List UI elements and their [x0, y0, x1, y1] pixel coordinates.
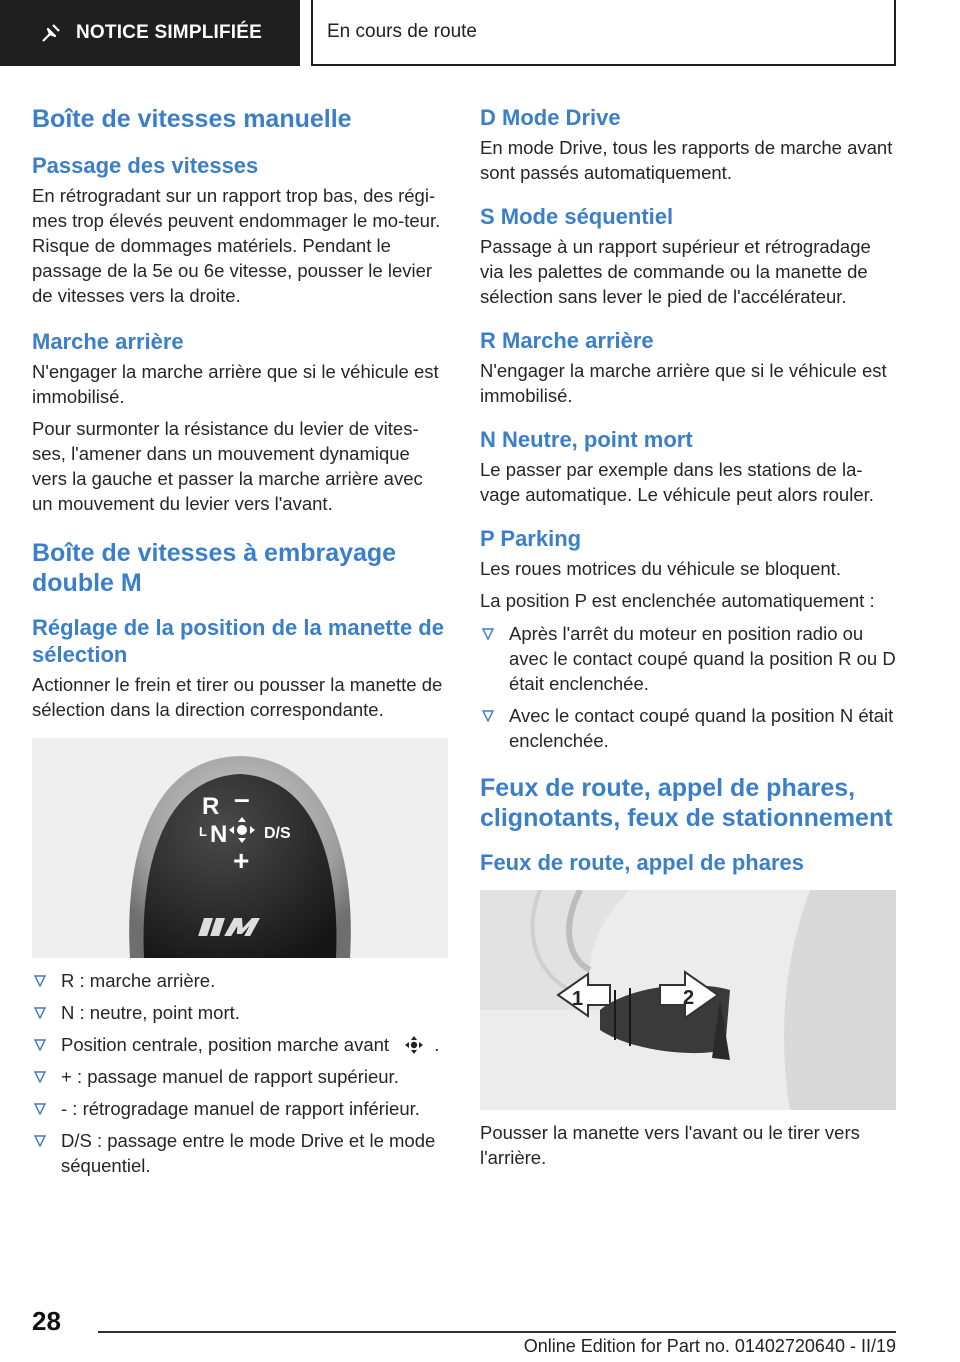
knob-label-r: R — [202, 793, 220, 820]
text-reverse-2: Pour surmonter la résistance du levier de vites-ses, l'amener dans un mouvement dynamique vers la gauche et passer la marche arrière avec un mouvement du levier vers l'avant. — [32, 418, 423, 514]
gear-positions-list — [32, 968, 448, 1178]
quick-guide-tab[interactable] — [0, 0, 300, 66]
triangle-bullet-icon — [482, 710, 494, 722]
triangle-bullet-icon — [34, 1007, 46, 1019]
triangle-bullet-icon — [482, 628, 494, 640]
list-item: Avec le contact coupé quand la position N était enclenchée. — [480, 703, 896, 753]
triangle-bullet-icon — [34, 1039, 46, 1051]
knob-label-ds: D/S — [264, 825, 291, 842]
text-selector-lever: Actionner le frein et tirer ou pousser la manette de sélection dans la direction correspondante. — [32, 674, 443, 720]
heading-dct: Boîte de vitesses à embrayage double M — [32, 539, 397, 597]
list-item: D/S : passage entre le mode Drive et le mode séquentiel. — [32, 1128, 448, 1178]
page-footer — [0, 1300, 960, 1362]
text-shifting: En rétrogradant sur un rapport trop bas, des régi-mes trop élevés peuvent endommager le mo-teur. Risque de dommages matériels. Pendant le passage de la 5e ou 6e vitesse, pousser le levier de vitesses vers la droite. — [32, 185, 441, 306]
light-stalk-illustration — [480, 890, 896, 1110]
triangle-bullet-icon — [34, 975, 46, 987]
edition-note: Online Edition for Part no. 01402720640 - II/19 — [523, 1336, 896, 1356]
text-high-beam: Pousser la manette vers l'avant ou le tirer vers l'arrière. — [480, 1122, 860, 1168]
list-item: N : neutre, point mort. — [32, 1000, 448, 1025]
triangle-bullet-icon — [34, 1103, 46, 1115]
triangle-bullet-icon — [34, 1071, 46, 1083]
gear-selector-illustration — [32, 738, 448, 958]
page-header — [0, 0, 960, 66]
heading-shifting: Passage des vitesses — [32, 153, 259, 178]
list-item: + : passage manuel de rapport supérieur. — [32, 1064, 448, 1089]
heading-reverse-gear: Marche arrière — [32, 329, 184, 354]
knob-label-minus: – — [234, 783, 250, 814]
quick-guide-label: NOTICE SIMPLIFIÉE — [76, 22, 263, 43]
arrow-push-label: 2 — [683, 987, 695, 1009]
heading-reverse: R Marche arrière — [480, 328, 654, 353]
arrow-pull-label: 1 — [572, 988, 584, 1010]
right-column — [480, 100, 896, 1177]
list-item: Position centrale, position marche avant . — [32, 1032, 448, 1057]
text-drive-mode: En mode Drive, tous les rapports de marche avant sont passés automatiquement. — [480, 137, 893, 183]
heading-manual-gearbox: Boîte de vitesses manuelle — [32, 105, 352, 133]
list-item: Après l'arrêt du moteur en position radio ou avec le contact coupé quand la position R ou D était enclenchée. — [480, 621, 896, 696]
parking-conditions-list — [480, 621, 896, 753]
heading-selector-lever: Réglage de la position de la manette de sélection — [32, 615, 444, 667]
knob-label-l: L — [199, 824, 207, 839]
triangle-bullet-icon — [34, 1135, 46, 1147]
text-reverse: N'engager la marche arrière que si le véhicule est immobilisé. — [480, 360, 887, 406]
knob-label-n: N — [210, 821, 228, 848]
knob-label-plus: + — [233, 845, 250, 876]
heading-parking: P Parking — [480, 526, 582, 551]
heading-neutral: N Neutre, point mort — [480, 427, 693, 452]
page-number: 28 — [32, 1306, 61, 1336]
heading-drive-mode: D Mode Drive — [480, 105, 621, 130]
heading-sequential-mode: S Mode séquentiel — [480, 204, 674, 229]
list-item: R : marche arrière. — [32, 968, 448, 993]
heading-lights: Feux de route, appel de phares, clignotants, feux de stationnement — [480, 774, 893, 832]
quick-guide-icon — [40, 22, 62, 44]
left-column — [32, 100, 448, 1185]
gear-selector-figure — [32, 738, 448, 958]
text-sequential-mode: Passage à un rapport supérieur et rétrogradage via les palettes de commande ou la manette de sélection sans lever le pied de l'accélérateur. — [480, 236, 871, 307]
center-position-icon — [394, 1034, 434, 1056]
text-parking-2: La position P est enclenchée automatiquement : — [480, 590, 875, 611]
section-title: En cours de route — [327, 21, 477, 42]
text-parking-1: Les roues motrices du véhicule se bloquent. — [480, 558, 841, 579]
text-neutral: Le passer par exemple dans les stations de la-vage automatique. Le véhicule peut alors rouler. — [480, 459, 874, 505]
section-title-box — [311, 0, 896, 66]
heading-high-beam: Feux de route, appel de phares — [480, 850, 804, 875]
list-item: - : rétrogradage manuel de rapport inférieur. — [32, 1096, 448, 1121]
text-reverse-1: N'engager la marche arrière que si le véhicule est immobilisé. — [32, 361, 439, 407]
footer-divider — [98, 1331, 896, 1333]
light-stalk-figure — [480, 890, 896, 1110]
